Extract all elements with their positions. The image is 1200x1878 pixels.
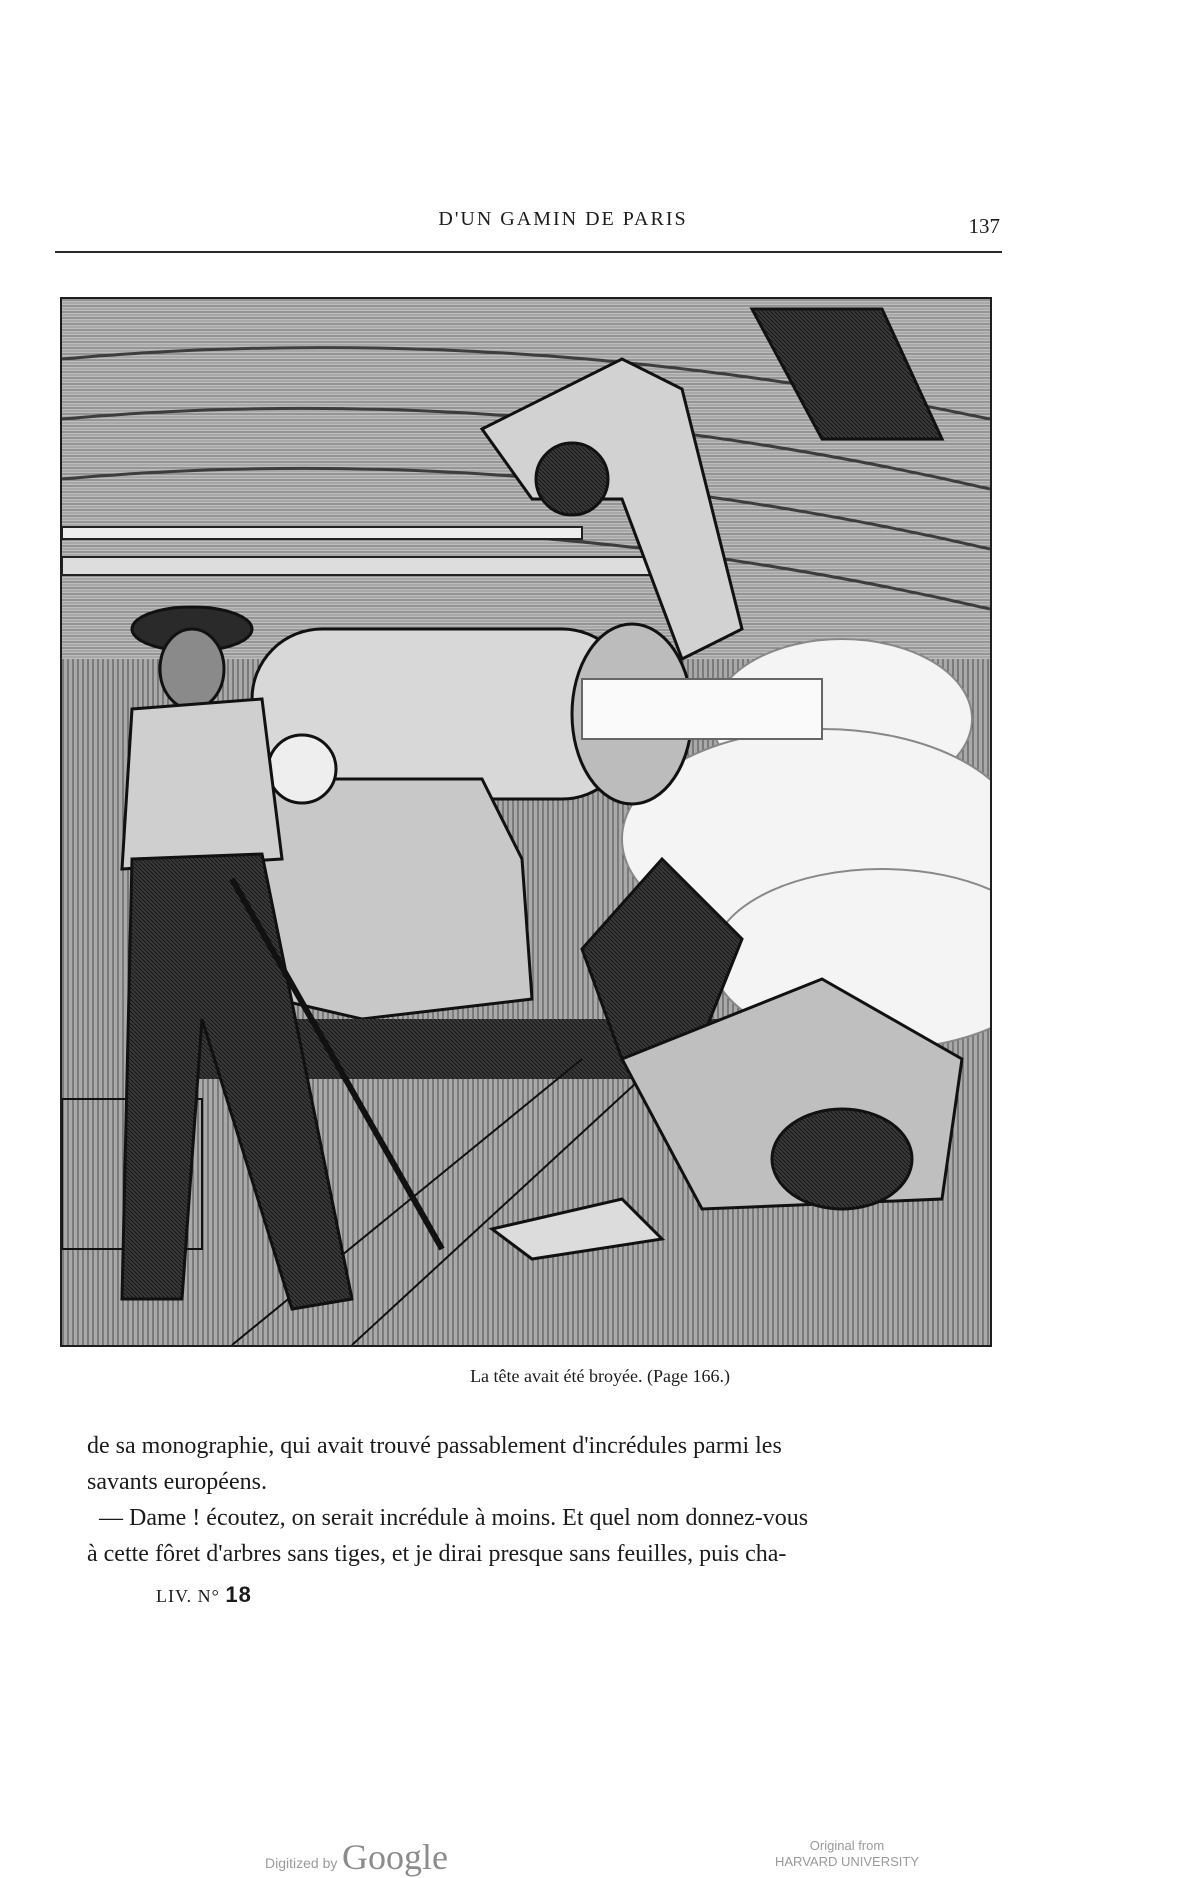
original-from-label	[762, 1838, 932, 1870]
body-line: à cette fôret d'arbres sans tiges, et je dirai presque sans feuilles, puis cha-	[87, 1541, 787, 1567]
body-line: de sa monographie, qui avait trouvé passablement d'incrédules parmi les	[87, 1433, 782, 1459]
digitized-by-label: Digitized by	[265, 1855, 338, 1871]
engraving-cannon-scene	[62, 299, 990, 1345]
running-title: D'UN GAMIN DE PARIS	[438, 208, 688, 230]
page-number: 137	[968, 214, 1000, 238]
engraving-illustration	[60, 297, 992, 1347]
signature-prefix: LIV. N°	[156, 1586, 220, 1606]
signature-number: 18	[225, 1582, 252, 1607]
header-rule	[55, 251, 1002, 253]
institution-name: HARVARD UNIVERSITY	[775, 1854, 919, 1869]
body-text	[87, 1428, 953, 1572]
signature-mark	[156, 1582, 252, 1608]
figure-caption: La tête avait été broyée. (Page 166.)	[470, 1366, 730, 1386]
body-line: — Dame ! écoutez, on serait incrédule à moins. Et quel nom donnez-vous	[99, 1505, 809, 1531]
original-from-text: Original from	[809, 1838, 885, 1853]
google-logo: Google	[342, 1837, 448, 1877]
body-line: savants européens.	[87, 1469, 267, 1495]
running-head	[55, 208, 1000, 248]
